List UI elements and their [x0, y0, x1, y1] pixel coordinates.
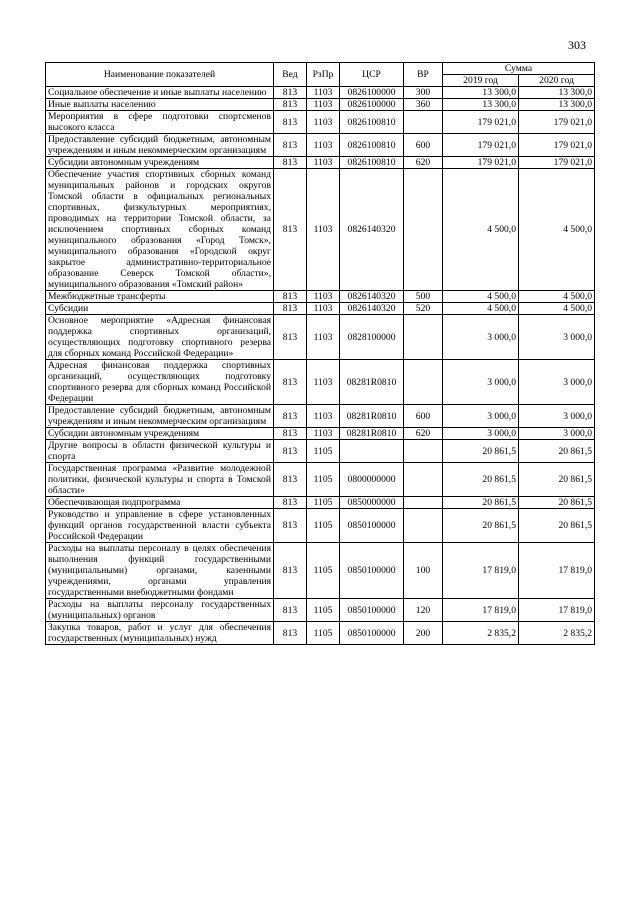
cell-name: Обеспечение участия спортивных сборных команд муниципальных районов и городских округов Томской области в официальных региональных спортивных, физкультурных мероприятиях, проводимых на территории Томской области, за исключением спортивных сборных команд муниципального образования «Город Томск», муниципального образования «Городской округ закрытое административно-территориальное образование Северск Томской области», муниципального образования «Томский район» — [46, 169, 274, 291]
header-2020: 2020 год — [519, 75, 595, 87]
cell-y2020: 3 000,0 — [519, 315, 595, 360]
cell-y2019: 179 021,0 — [443, 111, 519, 134]
cell-rzpr: 1105 — [307, 622, 340, 645]
cell-vr — [404, 463, 443, 497]
cell-name: Основное мероприятие «Адресная финансовая поддержка спортивных организаций, осуществляющих подготовку спортивного резерва для сборных команд Российской Федерации» — [46, 315, 274, 360]
header-csr: ЦСР — [340, 63, 404, 87]
cell-rzpr: 1103 — [307, 99, 340, 111]
cell-y2020: 179 021,0 — [519, 111, 595, 134]
cell-y2019: 179 021,0 — [443, 134, 519, 157]
cell-vr: 520 — [404, 303, 443, 315]
cell-csr: 08281R0810 — [340, 405, 404, 428]
cell-y2019: 13 300,0 — [443, 87, 519, 99]
cell-rzpr: 1105 — [307, 440, 340, 463]
cell-csr: 0826140320 — [340, 291, 404, 303]
cell-y2020: 4 500,0 — [519, 291, 595, 303]
cell-vr: 620 — [404, 157, 443, 169]
cell-csr: 0826100000 — [340, 87, 404, 99]
header-rzpr: РзПр — [307, 63, 340, 87]
cell-y2019: 2 835,2 — [443, 622, 519, 645]
table-row — [46, 543, 595, 599]
cell-csr: 0826140320 — [340, 169, 404, 291]
cell-name: Субсидии автономным учреждениям — [46, 157, 274, 169]
cell-ved: 813 — [274, 622, 307, 645]
cell-y2020: 2 835,2 — [519, 622, 595, 645]
cell-ved: 813 — [274, 99, 307, 111]
cell-ved: 813 — [274, 428, 307, 440]
cell-y2019: 20 861,5 — [443, 463, 519, 497]
cell-ved: 813 — [274, 509, 307, 543]
cell-name: Межбюджетные трансферты — [46, 291, 274, 303]
cell-name: Адресная финансовая поддержка спортивных организаций, осуществляющих подготовку спортивного резерва для сборных команд Российской Федерации — [46, 360, 274, 405]
cell-vr — [404, 509, 443, 543]
table-row — [46, 463, 595, 497]
cell-vr: 120 — [404, 599, 443, 622]
cell-vr — [404, 169, 443, 291]
table-row — [46, 405, 595, 428]
cell-csr: 08281R0810 — [340, 360, 404, 405]
cell-csr: 0850100000 — [340, 509, 404, 543]
cell-vr: 600 — [404, 134, 443, 157]
cell-name: Руководство и управление в сфере установленных функций органов государственной власти субъекта Российской Федерации — [46, 509, 274, 543]
cell-ved: 813 — [274, 543, 307, 599]
cell-y2020: 179 021,0 — [519, 134, 595, 157]
budget-table — [45, 62, 595, 645]
cell-y2019: 4 500,0 — [443, 169, 519, 291]
table-row — [46, 360, 595, 405]
cell-name: Иные выплаты населению — [46, 99, 274, 111]
cell-rzpr: 1103 — [307, 169, 340, 291]
table-row — [46, 440, 595, 463]
cell-vr — [404, 440, 443, 463]
cell-csr: 0826140320 — [340, 303, 404, 315]
table-row — [46, 509, 595, 543]
cell-csr: 0826100810 — [340, 134, 404, 157]
cell-y2019: 17 819,0 — [443, 599, 519, 622]
cell-ved: 813 — [274, 360, 307, 405]
cell-name: Предоставление субсидий бюджетным, автономным учреждениям и иным некоммерческим организациям — [46, 405, 274, 428]
cell-ved: 813 — [274, 134, 307, 157]
cell-rzpr: 1105 — [307, 497, 340, 509]
cell-y2020: 20 861,5 — [519, 440, 595, 463]
cell-name: Расходы на выплаты персоналу государственных (муниципальных) органов — [46, 599, 274, 622]
cell-vr: 360 — [404, 99, 443, 111]
cell-y2020: 17 819,0 — [519, 543, 595, 599]
cell-ved: 813 — [274, 291, 307, 303]
cell-y2020: 3 000,0 — [519, 405, 595, 428]
cell-rzpr: 1103 — [307, 291, 340, 303]
cell-rzpr: 1105 — [307, 599, 340, 622]
cell-csr: 0850100000 — [340, 622, 404, 645]
cell-y2020: 20 861,5 — [519, 509, 595, 543]
cell-y2020: 20 861,5 — [519, 463, 595, 497]
cell-name: Субсидии — [46, 303, 274, 315]
cell-ved: 813 — [274, 405, 307, 428]
cell-csr: 0826100810 — [340, 157, 404, 169]
cell-csr: 0850000000 — [340, 497, 404, 509]
cell-y2020: 179 021,0 — [519, 157, 595, 169]
cell-rzpr: 1103 — [307, 157, 340, 169]
cell-csr: 0826100810 — [340, 111, 404, 134]
header-2019: 2019 год — [443, 75, 519, 87]
cell-rzpr: 1103 — [307, 111, 340, 134]
cell-y2019: 4 500,0 — [443, 291, 519, 303]
cell-rzpr: 1105 — [307, 463, 340, 497]
cell-y2020: 20 861,5 — [519, 497, 595, 509]
cell-csr: 0800000000 — [340, 463, 404, 497]
cell-y2020: 13 300,0 — [519, 87, 595, 99]
cell-rzpr: 1103 — [307, 303, 340, 315]
cell-vr: 620 — [404, 428, 443, 440]
cell-vr: 500 — [404, 291, 443, 303]
page-number: 303 — [568, 38, 586, 52]
cell-name: Субсидии автономным учреждениям — [46, 428, 274, 440]
table-row — [46, 87, 595, 99]
cell-y2020: 17 819,0 — [519, 599, 595, 622]
cell-y2020: 3 000,0 — [519, 428, 595, 440]
cell-name: Предоставление субсидий бюджетным, автономным учреждениям и иным некоммерческим организациям — [46, 134, 274, 157]
cell-ved: 813 — [274, 440, 307, 463]
cell-ved: 813 — [274, 169, 307, 291]
cell-csr: 08281R0810 — [340, 428, 404, 440]
cell-y2019: 3 000,0 — [443, 405, 519, 428]
cell-y2019: 4 500,0 — [443, 303, 519, 315]
cell-vr — [404, 111, 443, 134]
cell-rzpr: 1105 — [307, 543, 340, 599]
cell-ved: 813 — [274, 87, 307, 99]
cell-y2020: 3 000,0 — [519, 360, 595, 405]
table-row — [46, 99, 595, 111]
cell-vr — [404, 360, 443, 405]
table-row — [46, 622, 595, 645]
cell-vr: 600 — [404, 405, 443, 428]
cell-y2019: 20 861,5 — [443, 497, 519, 509]
cell-y2019: 17 819,0 — [443, 543, 519, 599]
cell-vr: 300 — [404, 87, 443, 99]
cell-ved: 813 — [274, 303, 307, 315]
cell-y2019: 3 000,0 — [443, 360, 519, 405]
table-row — [46, 111, 595, 134]
cell-ved: 813 — [274, 497, 307, 509]
table-row — [46, 291, 595, 303]
cell-ved: 813 — [274, 599, 307, 622]
cell-name: Государственная программа «Развитие молодежной политики, физической культуры и спорта в Томской области» — [46, 463, 274, 497]
cell-name: Закупка товаров, работ и услуг для обеспечения государственных (муниципальных) нужд — [46, 622, 274, 645]
cell-name: Другие вопросы в области физической культуры и спорта — [46, 440, 274, 463]
table-row — [46, 169, 595, 291]
cell-rzpr: 1103 — [307, 428, 340, 440]
cell-ved: 813 — [274, 463, 307, 497]
cell-vr — [404, 497, 443, 509]
cell-y2019: 20 861,5 — [443, 440, 519, 463]
cell-y2019: 13 300,0 — [443, 99, 519, 111]
cell-csr: 0850100000 — [340, 543, 404, 599]
cell-rzpr: 1103 — [307, 134, 340, 157]
cell-rzpr: 1105 — [307, 509, 340, 543]
table-row — [46, 303, 595, 315]
cell-ved: 813 — [274, 157, 307, 169]
cell-rzpr: 1103 — [307, 87, 340, 99]
table-body — [46, 87, 595, 645]
table-row — [46, 157, 595, 169]
cell-csr: 0826100000 — [340, 99, 404, 111]
cell-y2020: 4 500,0 — [519, 303, 595, 315]
cell-y2019: 20 861,5 — [443, 509, 519, 543]
cell-vr — [404, 315, 443, 360]
cell-y2020: 13 300,0 — [519, 99, 595, 111]
cell-rzpr: 1103 — [307, 405, 340, 428]
cell-vr: 100 — [404, 543, 443, 599]
header-name: Наименование показателей — [46, 63, 274, 87]
table-row — [46, 315, 595, 360]
cell-name: Мероприятия в сфере подготовки спортсменов высокого класса — [46, 111, 274, 134]
cell-csr: 0828100000 — [340, 315, 404, 360]
table-row — [46, 134, 595, 157]
cell-ved: 813 — [274, 111, 307, 134]
cell-csr — [340, 440, 404, 463]
cell-y2019: 3 000,0 — [443, 315, 519, 360]
table-row — [46, 599, 595, 622]
table-row — [46, 497, 595, 509]
cell-rzpr: 1103 — [307, 315, 340, 360]
cell-rzpr: 1103 — [307, 360, 340, 405]
cell-name: Социальное обеспечение и иные выплаты населению — [46, 87, 274, 99]
header-sum: Сумма — [443, 63, 595, 75]
header-ved: Вед — [274, 63, 307, 87]
cell-csr: 0850100000 — [340, 599, 404, 622]
cell-ved: 813 — [274, 315, 307, 360]
cell-y2019: 3 000,0 — [443, 428, 519, 440]
cell-name: Расходы на выплаты персоналу в целях обеспечения выполнения функций государственными (муниципальными) органами, казенными учреждениями, органами управления государственными внебюджетными фондами — [46, 543, 274, 599]
cell-y2019: 179 021,0 — [443, 157, 519, 169]
header-vr: ВР — [404, 63, 443, 87]
cell-y2020: 4 500,0 — [519, 169, 595, 291]
cell-name: Обеспечивающая подпрограмма — [46, 497, 274, 509]
table-row — [46, 428, 595, 440]
cell-vr: 200 — [404, 622, 443, 645]
